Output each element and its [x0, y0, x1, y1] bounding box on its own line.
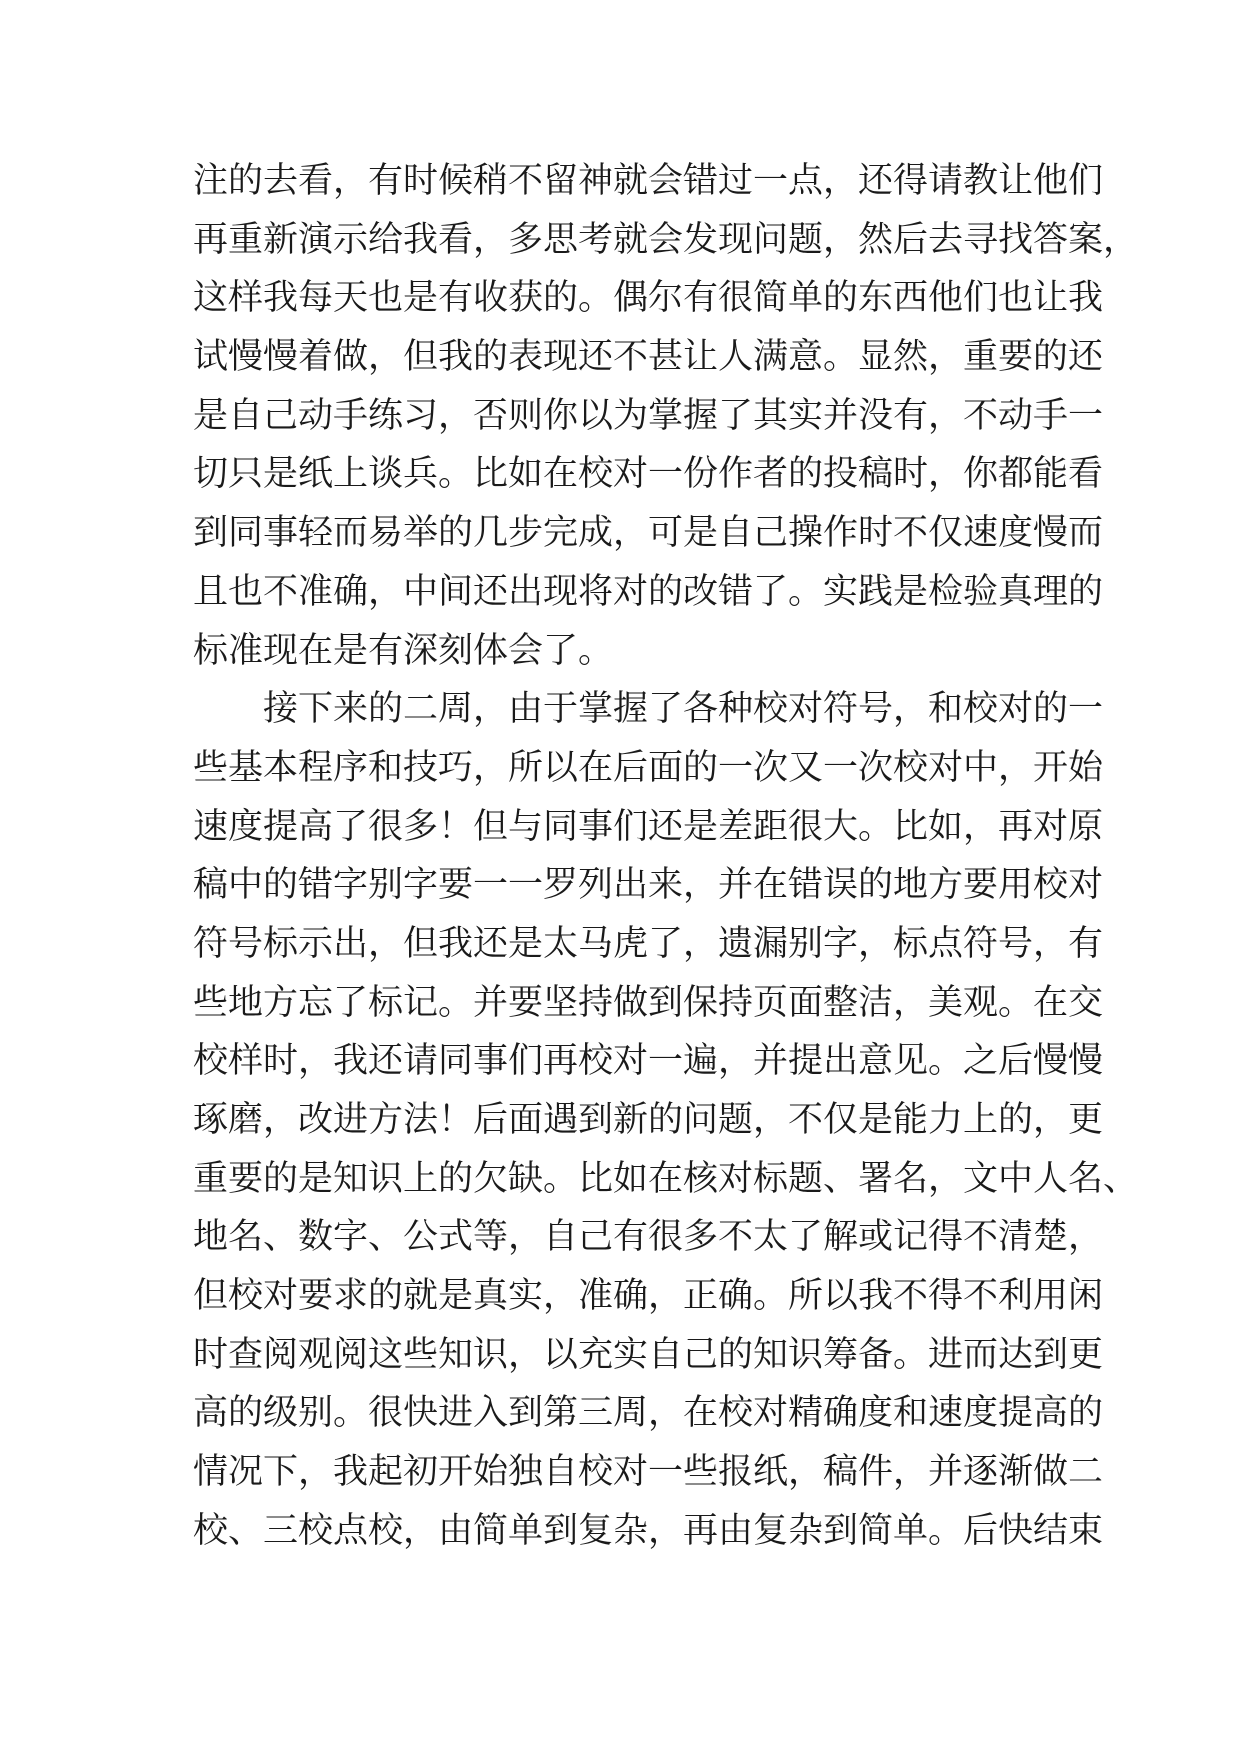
text-line: 校样时，我还请同事们再校对一遍，并提出意见。之后慢慢 — [193, 1041, 1104, 1082]
text-line: 地名、数字、公式等，自己有很多不太了解或记得不清楚， — [193, 1217, 1104, 1258]
text-line: 稿中的错字别字要一一罗列出来，并在错误的地方要用校对 — [193, 865, 1104, 906]
text-line: 琢磨，改进方法！后面遇到新的问题，不仅是能力上的，更 — [193, 1100, 1104, 1140]
text-line: 到同事轻而易举的几步完成，可是自己操作时不仅速度慢而 — [193, 513, 1104, 554]
text-line: 注的去看，有时候稍不留神就会错过一点，还得请教让他们 — [193, 161, 1104, 201]
text-line: 符号标示出，但我还是太马虎了，遗漏别字，标点符号，有 — [193, 923, 1104, 964]
text-line: 情况下，我起初开始独自校对一些报纸，稿件，并逐渐做二 — [193, 1452, 1104, 1493]
text-line: 但校对要求的就是真实，准确，正确。所以我不得不利用闲 — [193, 1276, 1104, 1317]
text-line: 且也不准确，中间还出现将对的改错了。实践是检验真理的 — [193, 571, 1104, 612]
text-line: 是自己动手练习，否则你以为掌握了其实并没有，不动手一 — [193, 395, 1104, 436]
text-line: 些地方忘了标记。并要坚持做到保持页面整洁，美观。在交 — [193, 982, 1104, 1023]
text-line: 标准现在是有深刻体会了。 — [193, 630, 614, 671]
text-line: 速度提高了很多！但与同事们还是差距很大。比如，再对原 — [193, 806, 1104, 847]
text-line: 些基本程序和技巧，所以在后面的一次又一次校对中，开始 — [193, 747, 1104, 788]
text-line: 时查阅观阅这些知识，以充实自己的知识筹备。进而达到更 — [193, 1334, 1104, 1375]
text-line: 校、三校点校，由简单到复杂，再由复杂到简单。后快结束 — [193, 1510, 1104, 1551]
body-text — [193, 152, 1139, 1561]
text-line: 接下来的二周，由于掌握了各种校对符号，和校对的一 — [263, 689, 1104, 730]
text-line: 重要的是知识上的欠缺。比如在核对标题、署名，文中人名、 — [193, 1158, 1139, 1199]
text-line: 高的级别。很快进入到第三周，在校对精确度和速度提高的 — [193, 1393, 1104, 1434]
text-line: 试慢慢着做，但我的表现还不甚让人满意。显然，重要的还 — [193, 337, 1104, 378]
text-line: 这样我每天也是有收获的。偶尔有很简单的东西他们也让我 — [193, 278, 1104, 319]
text-line: 切只是纸上谈兵。比如在校对一份作者的投稿时，你都能看 — [193, 454, 1104, 495]
text-line: 再重新演示给我看，多思考就会发现问题，然后去寻找答案， — [193, 219, 1139, 260]
